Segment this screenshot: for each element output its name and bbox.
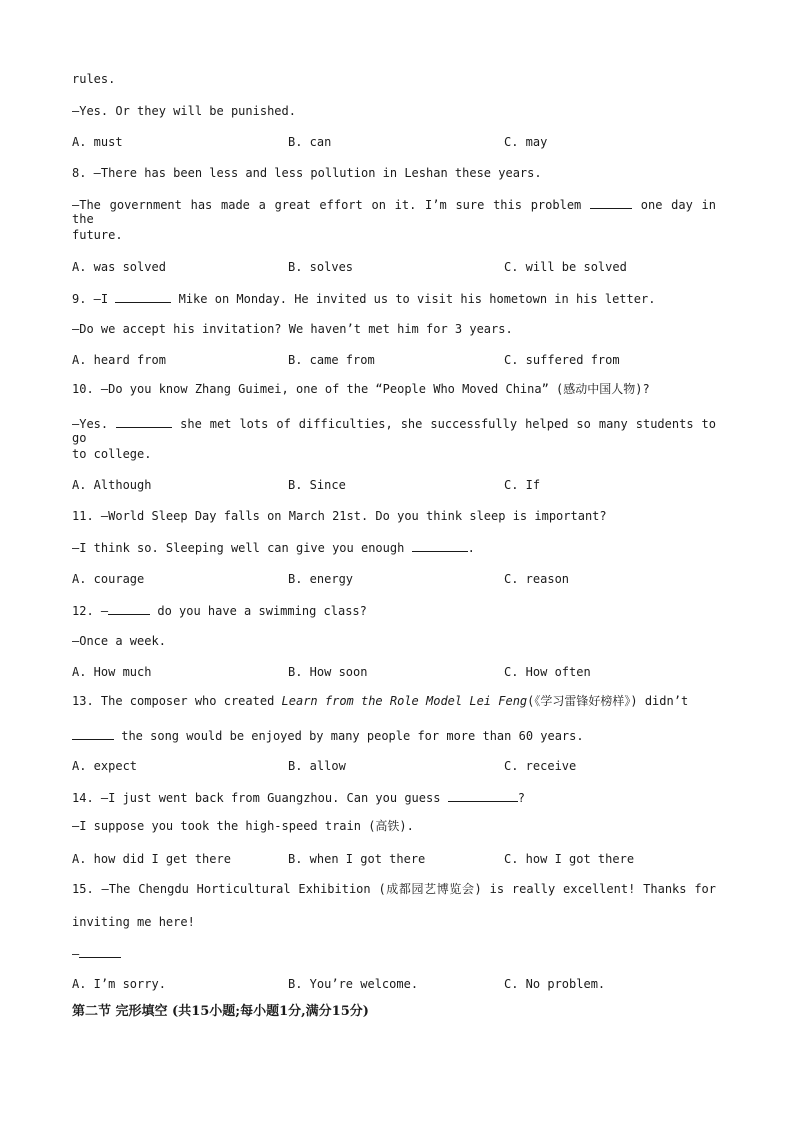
option-c: C. receive — [504, 759, 577, 773]
song-title: Learn from the Role Model Lei Feng — [281, 694, 528, 708]
option-b: B. when I got there — [288, 852, 426, 866]
option-c: C. may — [504, 135, 548, 149]
option-c: C. How often — [504, 665, 591, 679]
question-9-reply: —Do we accept his invitation? We haven’t met him for 3 years. — [72, 322, 513, 336]
question-10-reply: —Yes. she met lots of difficulties, she successfully helped so many students to go — [72, 417, 716, 445]
answer-blank — [448, 790, 518, 802]
answer-blank — [116, 416, 172, 428]
text-line: inviting me here! — [72, 915, 195, 929]
option-b: B. energy — [288, 572, 354, 586]
answer-blank — [108, 603, 150, 615]
option-b: B. can — [288, 135, 332, 149]
option-c: C. If — [504, 478, 541, 492]
option-b: B. How soon — [288, 665, 368, 679]
section-heading: 第二节 完形填空 (共15小题;每小题1分,满分15分) — [72, 1004, 369, 1019]
option-a: A. heard from — [72, 353, 166, 367]
text-line: rules. — [72, 72, 116, 86]
answer-blank — [590, 197, 632, 209]
option-c: C. suffered from — [504, 353, 620, 367]
question-10-prompt: 10. —Do you know Zhang Guimei, one of the “People Who Moved China” (感动中国人物)? — [72, 382, 650, 396]
answer-blank — [412, 540, 468, 552]
question-12-reply: —Once a week. — [72, 634, 166, 648]
option-b: B. Since — [288, 478, 346, 492]
option-a: A. I’m sorry. — [72, 977, 166, 991]
option-a: A. Although — [72, 478, 152, 492]
question-8-reply: —The government has made a great effort on it. I’m sure this problem one day in the — [72, 198, 716, 226]
option-b: B. You’re welcome. — [288, 977, 419, 991]
option-a: A. courage — [72, 572, 145, 586]
question-13-prompt: 13. The composer who created Learn from the Role Model Lei Feng(《学习雷锋好榜样》) didn’t — [72, 694, 689, 708]
question-14-prompt: 14. —I just went back from Guangzhou. Can you guess ? — [72, 791, 525, 805]
option-a: A. was solved — [72, 260, 166, 274]
answer-blank — [72, 728, 114, 740]
text-line: to college. — [72, 447, 152, 461]
text-line: —Yes. Or they will be punished. — [72, 104, 296, 118]
question-15-prompt: 15. —The Chengdu Horticultural Exhibition (成都园艺博览会) is really excellent! Thanks for — [72, 882, 716, 896]
option-a: A. How much — [72, 665, 152, 679]
option-c: C. No problem. — [504, 977, 606, 991]
option-b: B. came from — [288, 353, 375, 367]
question-11-prompt: 11. —World Sleep Day falls on March 21st. Do you think sleep is important? — [72, 509, 607, 523]
text-line: future. — [72, 228, 123, 242]
option-b: B. allow — [288, 759, 346, 773]
question-15-reply: — — [72, 946, 121, 961]
option-a: A. must — [72, 135, 123, 149]
question-9-prompt: 9. —I Mike on Monday. He invited us to visit his hometown in his letter. — [72, 292, 656, 306]
answer-blank — [79, 946, 121, 958]
question-12-prompt: 12. — do you have a swimming class? — [72, 604, 367, 618]
question-14-reply: —I suppose you took the high-speed train (高铁). — [72, 819, 414, 833]
option-a: A. expect — [72, 759, 138, 773]
answer-blank — [115, 291, 171, 303]
option-c: C. will be solved — [504, 260, 627, 274]
question-13-continuation: the song would be enjoyed by many people for more than 60 years. — [72, 728, 584, 743]
option-b: B. solves — [288, 260, 354, 274]
question-11-reply: —I think so. Sleeping well can give you enough . — [72, 541, 475, 555]
option-c: C. how I got there — [504, 852, 635, 866]
question-8-prompt: 8. —There has been less and less pollution in Leshan these years. — [72, 166, 542, 180]
option-a: A. how did I get there — [72, 852, 231, 866]
option-c: C. reason — [504, 572, 570, 586]
